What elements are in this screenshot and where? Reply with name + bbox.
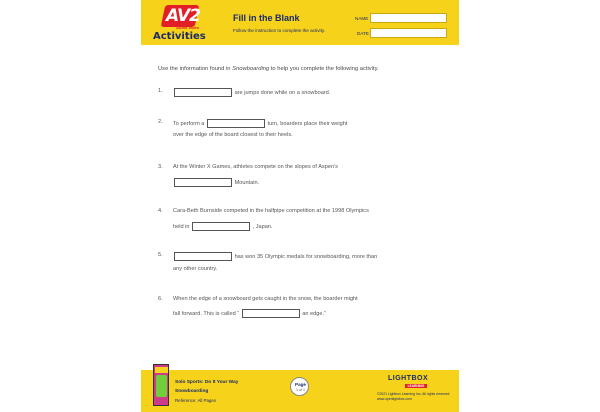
answer-blank-3[interactable] bbox=[174, 178, 232, 187]
question-text: Mountain. bbox=[234, 179, 260, 186]
question-text: When the edge of a snowboard gets caught in the snow, the boarder might bbox=[173, 296, 358, 302]
book-title: Snowboarding bbox=[175, 389, 209, 394]
question-text: , Japan. bbox=[252, 223, 273, 230]
question-text: Cara-Beth Burnside competed in the halfpipe competition at the 1998 Olympics bbox=[173, 208, 369, 214]
name-label: NAME bbox=[355, 16, 369, 21]
footer-banner bbox=[141, 370, 459, 412]
question-text: held in bbox=[173, 223, 190, 230]
lightbox-logo: LIGHTBOX bbox=[388, 375, 429, 382]
lightbox-logo-sub bbox=[405, 384, 427, 388]
date-field[interactable] bbox=[370, 28, 447, 38]
answer-blank-6[interactable] bbox=[242, 309, 300, 318]
question-text: are jumps done while on a snowboard. bbox=[234, 89, 331, 96]
page-indicator bbox=[290, 377, 309, 396]
page-title: Fill in the Blank bbox=[233, 13, 300, 23]
question-line bbox=[173, 119, 347, 128]
question-line bbox=[173, 309, 326, 318]
question-number: 6. bbox=[158, 296, 163, 302]
reference-pages: Reference: All Pages bbox=[175, 398, 217, 403]
question-number: 4. bbox=[158, 208, 163, 214]
answer-blank-1[interactable] bbox=[174, 88, 232, 97]
intro-before: Use the information found in bbox=[158, 66, 233, 72]
website-link[interactable]: www.openlightbox.com bbox=[377, 397, 412, 401]
intro-book-title: Snowboarding bbox=[232, 66, 270, 72]
question-number: 2. bbox=[158, 119, 163, 125]
question-number: 3. bbox=[158, 164, 163, 170]
book-cover-band bbox=[155, 367, 168, 373]
book-cover-thumbnail bbox=[153, 364, 169, 406]
page-instructions: Follow the instruction to complete the activity. bbox=[233, 28, 326, 33]
av2-logo-text: AV2 bbox=[166, 6, 200, 26]
name-field[interactable] bbox=[370, 13, 447, 23]
answer-blank-4[interactable] bbox=[192, 222, 250, 231]
question-line bbox=[173, 178, 259, 187]
page-number: 1 of 1 bbox=[296, 388, 305, 392]
av2-logo bbox=[151, 4, 209, 42]
series-title: Solo Sports: Do It Your Way bbox=[175, 380, 239, 385]
intro-text bbox=[158, 66, 379, 72]
answer-blank-2[interactable] bbox=[207, 119, 265, 128]
intro-after: to help you complete the following activity. bbox=[269, 66, 379, 72]
activities-label: Activities bbox=[153, 31, 206, 42]
answer-blank-5[interactable] bbox=[174, 252, 232, 261]
copyright-text: ©2021 Lightbox Learning Inc. All rights reserved. bbox=[377, 392, 451, 396]
question-text: an edge.” bbox=[302, 310, 326, 317]
question-text: turn, boarders place their weight bbox=[267, 120, 348, 127]
date-label: DATE bbox=[357, 31, 369, 36]
header-banner bbox=[141, 0, 459, 45]
question-line bbox=[173, 222, 273, 231]
question-line bbox=[173, 252, 377, 261]
question-text: has won 35 Olympic medals for snowboarding, more than bbox=[234, 253, 378, 260]
question-number: 5. bbox=[158, 252, 163, 258]
question-text: To perform a bbox=[173, 120, 205, 127]
question-number: 1. bbox=[158, 88, 163, 94]
book-cover-image bbox=[156, 375, 167, 397]
question-text: At the Winter X Games, athletes compete on the slopes of Aspen's bbox=[173, 164, 338, 170]
question-text: fall forward. This is called “ bbox=[173, 310, 240, 317]
question-text: over the edge of the board closest to their heels. bbox=[173, 132, 293, 138]
lightbox-learning-text: LEARNING bbox=[407, 383, 425, 388]
question-line bbox=[173, 88, 330, 97]
page-label: Page bbox=[295, 382, 306, 387]
av2-logo-tagline: Audio Video bbox=[176, 25, 200, 30]
question-text: any other country. bbox=[173, 266, 218, 272]
worksheet-page bbox=[141, 0, 459, 412]
